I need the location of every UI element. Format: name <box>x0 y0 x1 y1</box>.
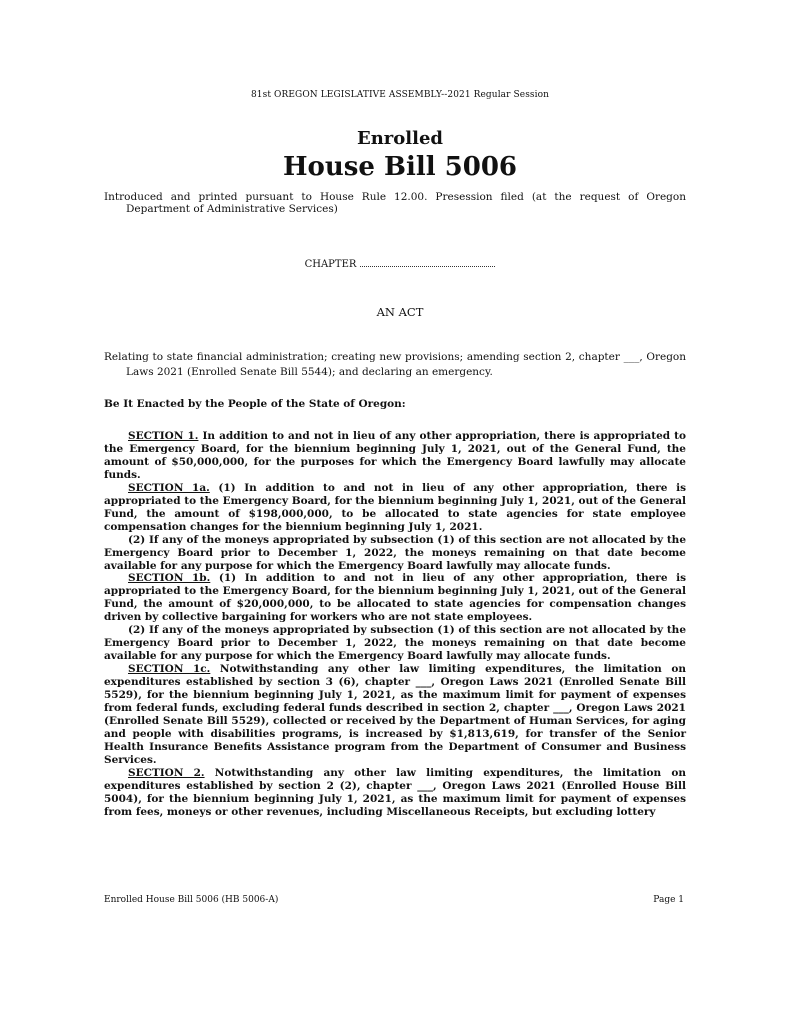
page-number: Page 1 <box>653 895 684 905</box>
subsection-paragraph <box>104 534 686 573</box>
chapter-line <box>0 258 800 270</box>
section-text: Notwithstanding any other law limiting expenditures, the limitation on expenditures established by section 3 (6), chapter ___, Oregon Laws 2021 (Enrolled Senate Bill 5529), for the biennium beginning July 1, 2021, as the maximum limit for payment of expenses from federal funds, excluding federal funds described in section 2, chapter ___, Oregon Laws 2021 (Enrolled Senate Bill 5529), collected or received by the Department of Human Services, for aging and people with disabilities programs, is increased by $1,813,619, for transfer of the Senior Health Insurance Benefits Assistance program from the Department of Consumer and Business Services. <box>104 663 686 766</box>
section-paragraph <box>104 430 686 482</box>
chapter-label: CHAPTER <box>304 259 357 270</box>
section-label: SECTION 1b. <box>128 572 211 585</box>
section-label: SECTION 2. <box>128 766 205 779</box>
section-text: In addition to and not in lieu of any other appropriation, there is appropriated to the Emergency Board, for the biennium beginning July 1, 2021, out of the General Fund, the amount of $50,000,000, for the purposes for which the Emergency Board lawfully may allocate funds. <box>104 430 687 481</box>
session-header: 81st OREGON LEGISLATIVE ASSEMBLY--2021 Regular Session <box>250 90 550 100</box>
introduction-note: Introduced and printed pursuant to House Rule 12.00. Presession filed (at the request of Oregon Department of Administrative Services) <box>104 191 686 215</box>
section-paragraph <box>104 572 686 624</box>
act-heading: AN ACT <box>376 305 424 319</box>
section-text: (1) In addition to and not in lieu of any other appropriation, there is appropriated to the Emergency Board, for the biennium beginning July 1, 2021, out of the General Fund, the amount of $198,000,000, to be allocated to state agencies for state employee compensation changes for the biennium beginning July 1, 2021. <box>104 481 686 533</box>
section-paragraph <box>104 663 686 767</box>
enacting-clause: Be It Enacted by the People of the State of Oregon: <box>104 398 406 410</box>
section-text: (2) If any of the moneys appropriated by subsection (1) of this section are not allocated by the Emergency Board prior to December 1, 2022, the moneys remaining on that date become available for any purpose for which the Emergency Board lawfully may allocate funds. <box>104 624 686 663</box>
bill-title: House Bill 5006 <box>282 152 518 182</box>
section-label: SECTION 1c. <box>128 663 211 676</box>
section-paragraph <box>104 767 686 819</box>
enrolled-label: Enrolled <box>356 128 443 149</box>
section-label: SECTION 1. <box>128 430 199 442</box>
subsection-paragraph <box>104 624 686 663</box>
section-text: Notwithstanding any other law limiting expenditures, the limitation on expenditures established by section 2 (2), chapter ___, Oregon Laws 2021 (Enrolled House Bill 5004), for the biennium beginning July 1, 2021, as the maximum limit for payment of expenses from fees, moneys or other revenues, including Miscellaneous Receipts, but excluding lottery <box>104 766 686 818</box>
chapter-number-blank <box>360 258 495 267</box>
section-paragraph <box>104 482 686 534</box>
footer-bill-reference: Enrolled House Bill 5006 (HB 5006-A) <box>104 895 279 905</box>
section-text: (2) If any of the moneys appropriated by subsection (1) of this section are not allocated by the Emergency Board prior to December 1, 2022, the moneys remaining on that date become available for any purpose for which the Emergency Board lawfully may allocate funds. <box>104 533 686 572</box>
section-label: SECTION 1a. <box>128 481 210 494</box>
relating-clause: Relating to state financial administration; creating new provisions; amending section 2, chapter ___, Oregon Laws 2021 (Enrolled Senate Bill 5544); and declaring an emergency. <box>104 351 686 378</box>
section-text: (1) In addition to and not in lieu of any other appropriation, there is appropriated to the Emergency Board, for the biennium beginning July 1, 2021, out of the General Fund, the amount of $20,000,000, to be allocated to state agencies for compensation changes driven by collective bargaining for workers who are not state employees. <box>104 572 686 624</box>
bill-body <box>104 430 686 819</box>
